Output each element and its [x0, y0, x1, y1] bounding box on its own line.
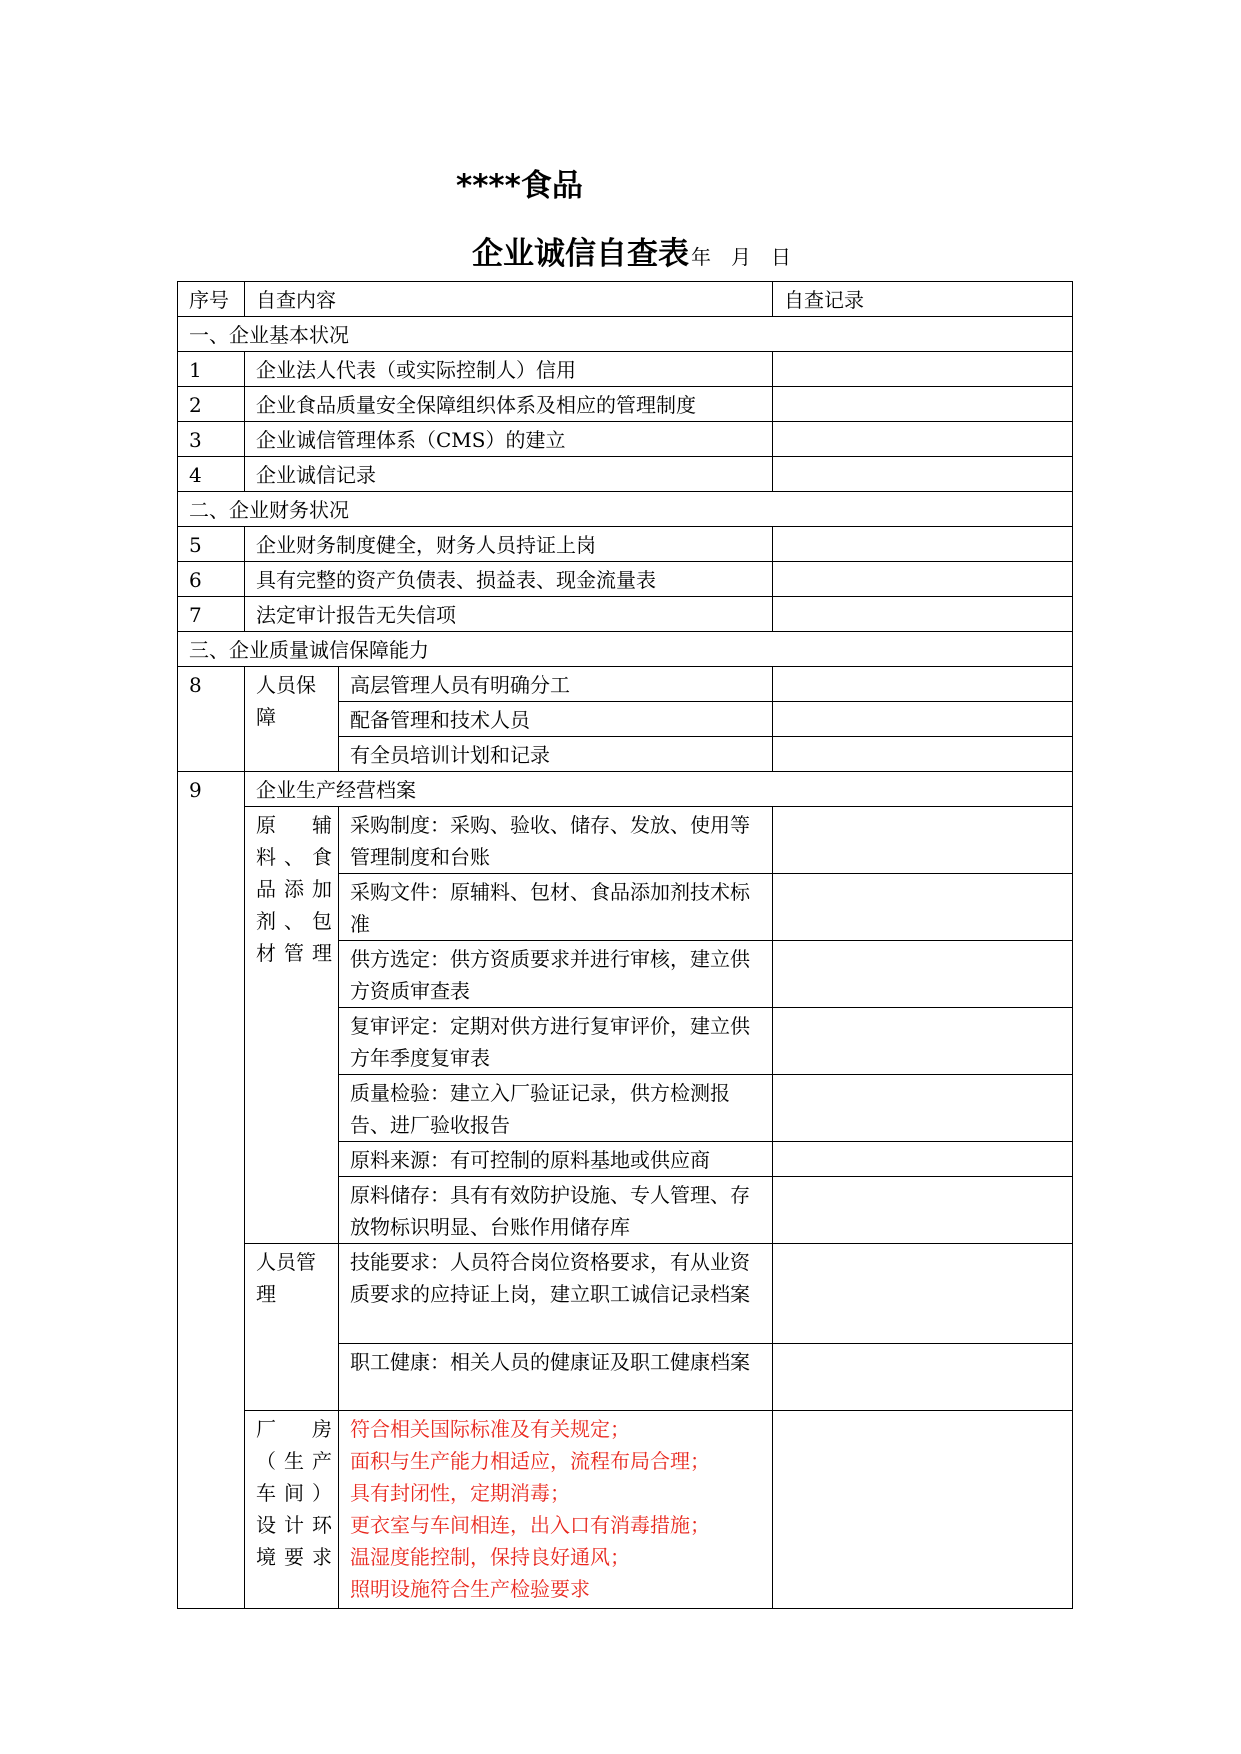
record-cell[interactable]: [773, 387, 1073, 422]
table-row: [178, 1411, 1073, 1609]
row-number: 3: [178, 422, 245, 457]
table-row: [178, 352, 1073, 387]
row-number: 6: [178, 562, 245, 597]
document-title-main: 企业诚信自查表: [472, 236, 689, 272]
table-row: [178, 387, 1073, 422]
table-row: [178, 422, 1073, 457]
row-content: 配备管理和技术人员: [339, 702, 773, 737]
row-content: 企业诚信记录: [245, 457, 773, 492]
record-cell[interactable]: [773, 1142, 1073, 1177]
row-content: 供方选定：供方资质要求并进行审核，建立供方资质审查表: [339, 941, 773, 1008]
document-title: [472, 228, 791, 273]
requirement-line: 温湿度能控制，保持良好通风；: [350, 1545, 630, 1569]
record-cell[interactable]: [773, 562, 1073, 597]
row-content: 法定审计报告无失信项: [245, 597, 773, 632]
row-number: 7: [178, 597, 245, 632]
section-heading: 一、企业基本状况: [178, 317, 1073, 352]
record-cell[interactable]: [773, 941, 1073, 1008]
row-content: 企业诚信管理体系（CMS）的建立: [245, 422, 773, 457]
record-cell[interactable]: [773, 1075, 1073, 1142]
table-row: [178, 807, 1073, 874]
row-content: 企业法人代表（或实际控制人）信用: [245, 352, 773, 387]
row-content: 采购文件：原辅料、包材、食品添加剂技术标准: [339, 874, 773, 941]
record-cell[interactable]: [773, 807, 1073, 874]
row-content: 质量检验：建立入厂验证记录，供方检测报告、进厂验收报告: [339, 1075, 773, 1142]
record-cell[interactable]: [773, 352, 1073, 387]
section-row: [178, 492, 1073, 527]
category-cell: 人员保障: [245, 667, 339, 772]
section-heading: 二、企业财务状况: [178, 492, 1073, 527]
section-row: [178, 632, 1073, 667]
table-row: [178, 1244, 1073, 1344]
record-cell[interactable]: [773, 1177, 1073, 1244]
row-content: 企业食品质量安全保障组织体系及相应的管理制度: [245, 387, 773, 422]
section-heading: 三、企业质量诚信保障能力: [178, 632, 1073, 667]
row-content: 有全员培训计划和记录: [339, 737, 773, 772]
record-cell[interactable]: [773, 1411, 1073, 1609]
row-number: 2: [178, 387, 245, 422]
requirement-line: 具有封闭性，定期消毒；: [350, 1481, 570, 1505]
table-row: [178, 597, 1073, 632]
section-row: [178, 317, 1073, 352]
record-cell[interactable]: [773, 874, 1073, 941]
record-cell[interactable]: [773, 737, 1073, 772]
table-row: [178, 457, 1073, 492]
table-row: [178, 527, 1073, 562]
category-cell: 厂房（生产车间）设计环境要求: [245, 1411, 339, 1609]
row-number: 1: [178, 352, 245, 387]
category-cell: 人员管理: [245, 1244, 339, 1411]
record-cell[interactable]: [773, 527, 1073, 562]
row-content: 具有完整的资产负债表、损益表、现金流量表: [245, 562, 773, 597]
row-content: 采购制度：采购、验收、储存、发放、使用等管理制度和台账: [339, 807, 773, 874]
row-content: 原料储存：具有有效防护设施、专人管理、存放物标识明显、台账作用储存库: [339, 1177, 773, 1244]
record-cell[interactable]: [773, 422, 1073, 457]
row-content: 技能要求：人员符合岗位资格要求，有从业资质要求的应持证上岗，建立职工诚信记录档案: [339, 1244, 773, 1344]
record-cell[interactable]: [773, 457, 1073, 492]
row-content: 复审评定：定期对供方进行复审评价，建立供方年季度复审表: [339, 1008, 773, 1075]
header-row: [178, 282, 1073, 317]
row-number: 8: [178, 667, 245, 772]
record-cell[interactable]: [773, 1344, 1073, 1411]
table-row: [178, 562, 1073, 597]
date-field: 年 月 日: [691, 245, 791, 269]
row-content: 高层管理人员有明确分工: [339, 667, 773, 702]
row-number: 5: [178, 527, 245, 562]
header-no: 序号: [178, 282, 245, 317]
record-cell[interactable]: [773, 702, 1073, 737]
record-cell[interactable]: [773, 1244, 1073, 1344]
row-number: 4: [178, 457, 245, 492]
header-content: 自查内容: [245, 282, 773, 317]
document-title-company: ****食品: [456, 168, 583, 204]
requirement-line: 符合相关国际标准及有关规定；: [350, 1417, 630, 1441]
requirement-line: 照明设施符合生产检验要求: [350, 1577, 590, 1601]
requirement-line: 面积与生产能力相适应，流程布局合理；: [350, 1449, 710, 1473]
row-content: 企业财务制度健全，财务人员持证上岗: [245, 527, 773, 562]
table-row: [178, 667, 1073, 702]
requirements-cell: [339, 1411, 773, 1609]
self-check-table: [177, 281, 1073, 1609]
requirement-line: 更衣室与车间相连，出入口有消毒措施；: [350, 1513, 710, 1537]
table-row: [178, 772, 1073, 807]
category-cell: 原辅料、食品添加剂、包材管理: [245, 807, 339, 1244]
record-cell[interactable]: [773, 1008, 1073, 1075]
row-number: 9: [178, 772, 245, 1609]
row-content: 企业生产经营档案: [245, 772, 1073, 807]
record-cell[interactable]: [773, 597, 1073, 632]
row-content: 原料来源：有可控制的原料基地或供应商: [339, 1142, 773, 1177]
header-record: 自查记录: [773, 282, 1073, 317]
record-cell[interactable]: [773, 667, 1073, 702]
row-content: 职工健康：相关人员的健康证及职工健康档案: [339, 1344, 773, 1411]
